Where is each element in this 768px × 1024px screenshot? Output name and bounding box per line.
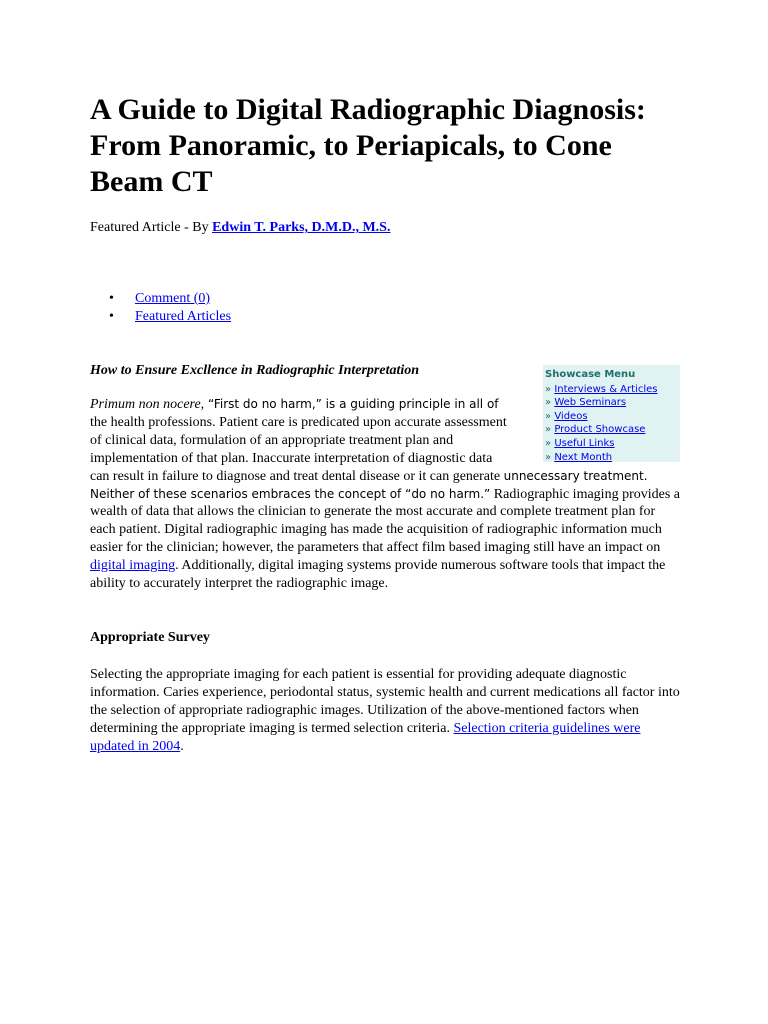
comment-link[interactable]: Comment (0) <box>135 291 211 306</box>
showcase-link-web-seminars[interactable]: Web Seminars <box>554 397 627 409</box>
latin-phrase: Primum non nocere, <box>90 397 205 412</box>
quote-text: “First do no harm,” is a guiding principle in all of <box>204 397 499 411</box>
byline <box>90 219 390 236</box>
showcase-link-useful-links[interactable]: Useful Links <box>554 437 615 449</box>
article-links <box>90 290 231 326</box>
bullet-icon: » <box>545 410 552 422</box>
showcase-menu-title: Showcase Menu <box>545 369 636 380</box>
paragraph-survey <box>90 666 680 756</box>
section-heading: How to Ensure Excllence in Radiographic Interpretation <box>90 363 420 378</box>
paragraph-text: Selecting the appropriate imaging for each patient is essential for providing adequate diagnostic information. Caries experience, periodontal status, systemic health and current medications all factor into the selection of appropriate radiographic images. Utilization of the above-mentioned factors when determining the appropriate imaging is termed selection criteria. <box>90 667 680 736</box>
article-title: A Guide to Digital Radiographic Diagnosis: From Panoramic, to Periapicals, to Cone Beam CT <box>90 93 646 198</box>
section-heading-survey: Appropriate Survey <box>90 630 210 645</box>
paragraph-text: . Additionally, digital imaging systems provide numerous software tools that impact the ability to accurately interpret the radiographic image. <box>90 558 666 592</box>
selection-criteria-link[interactable]: Selection criteria guidelines were updated in 2004 <box>90 720 641 754</box>
paragraph-intro <box>90 396 680 593</box>
list-item <box>135 290 231 308</box>
showcase-link-product-showcase[interactable]: Product Showcase <box>554 424 646 436</box>
showcase-link-next-month[interactable]: Next Month <box>554 451 613 463</box>
list-item <box>135 308 231 326</box>
showcase-item <box>545 383 680 397</box>
showcase-link-videos[interactable]: Videos <box>554 410 588 422</box>
digital-imaging-link[interactable]: digital imaging <box>90 558 176 574</box>
paragraph-text: Radiographic imaging provides a wealth of data that allows the clinician to generate the most accurate and complete treatment plan for each patient. Digital radiographic imaging has made the acquisition of radiographic information much easier for the clinician; however, the parameters that affect film based imaging still have an impact on <box>90 486 680 556</box>
bullet-icon: » <box>545 397 552 409</box>
paragraph-text: the health professions. Patient care is predicated upon accurate assessment of clinical data, formulation of an appropriate treatment plan and implementation of that plan. Inaccurate interpretation of diagnostic data can result in failure to diagnose and treat dental disease or it can generate <box>90 414 507 484</box>
featured-articles-link[interactable]: Featured Articles <box>135 309 232 324</box>
showcase-link-interviews[interactable]: Interviews & Articles <box>554 383 658 395</box>
paragraph-text-sans: unnecessary treatment. Neither of these scenarios embraces the concept of “do no harm.” <box>90 468 648 501</box>
author-link[interactable]: Edwin T. Parks, D.M.D., M.S. <box>212 220 391 235</box>
byline-prefix: Featured Article - By <box>90 220 213 235</box>
bullet-icon: » <box>545 424 552 436</box>
bullet-icon: » <box>545 383 552 395</box>
bullet-icon: » <box>545 437 552 449</box>
bullet-icon: » <box>545 451 552 463</box>
paragraph-text: . <box>180 738 184 754</box>
